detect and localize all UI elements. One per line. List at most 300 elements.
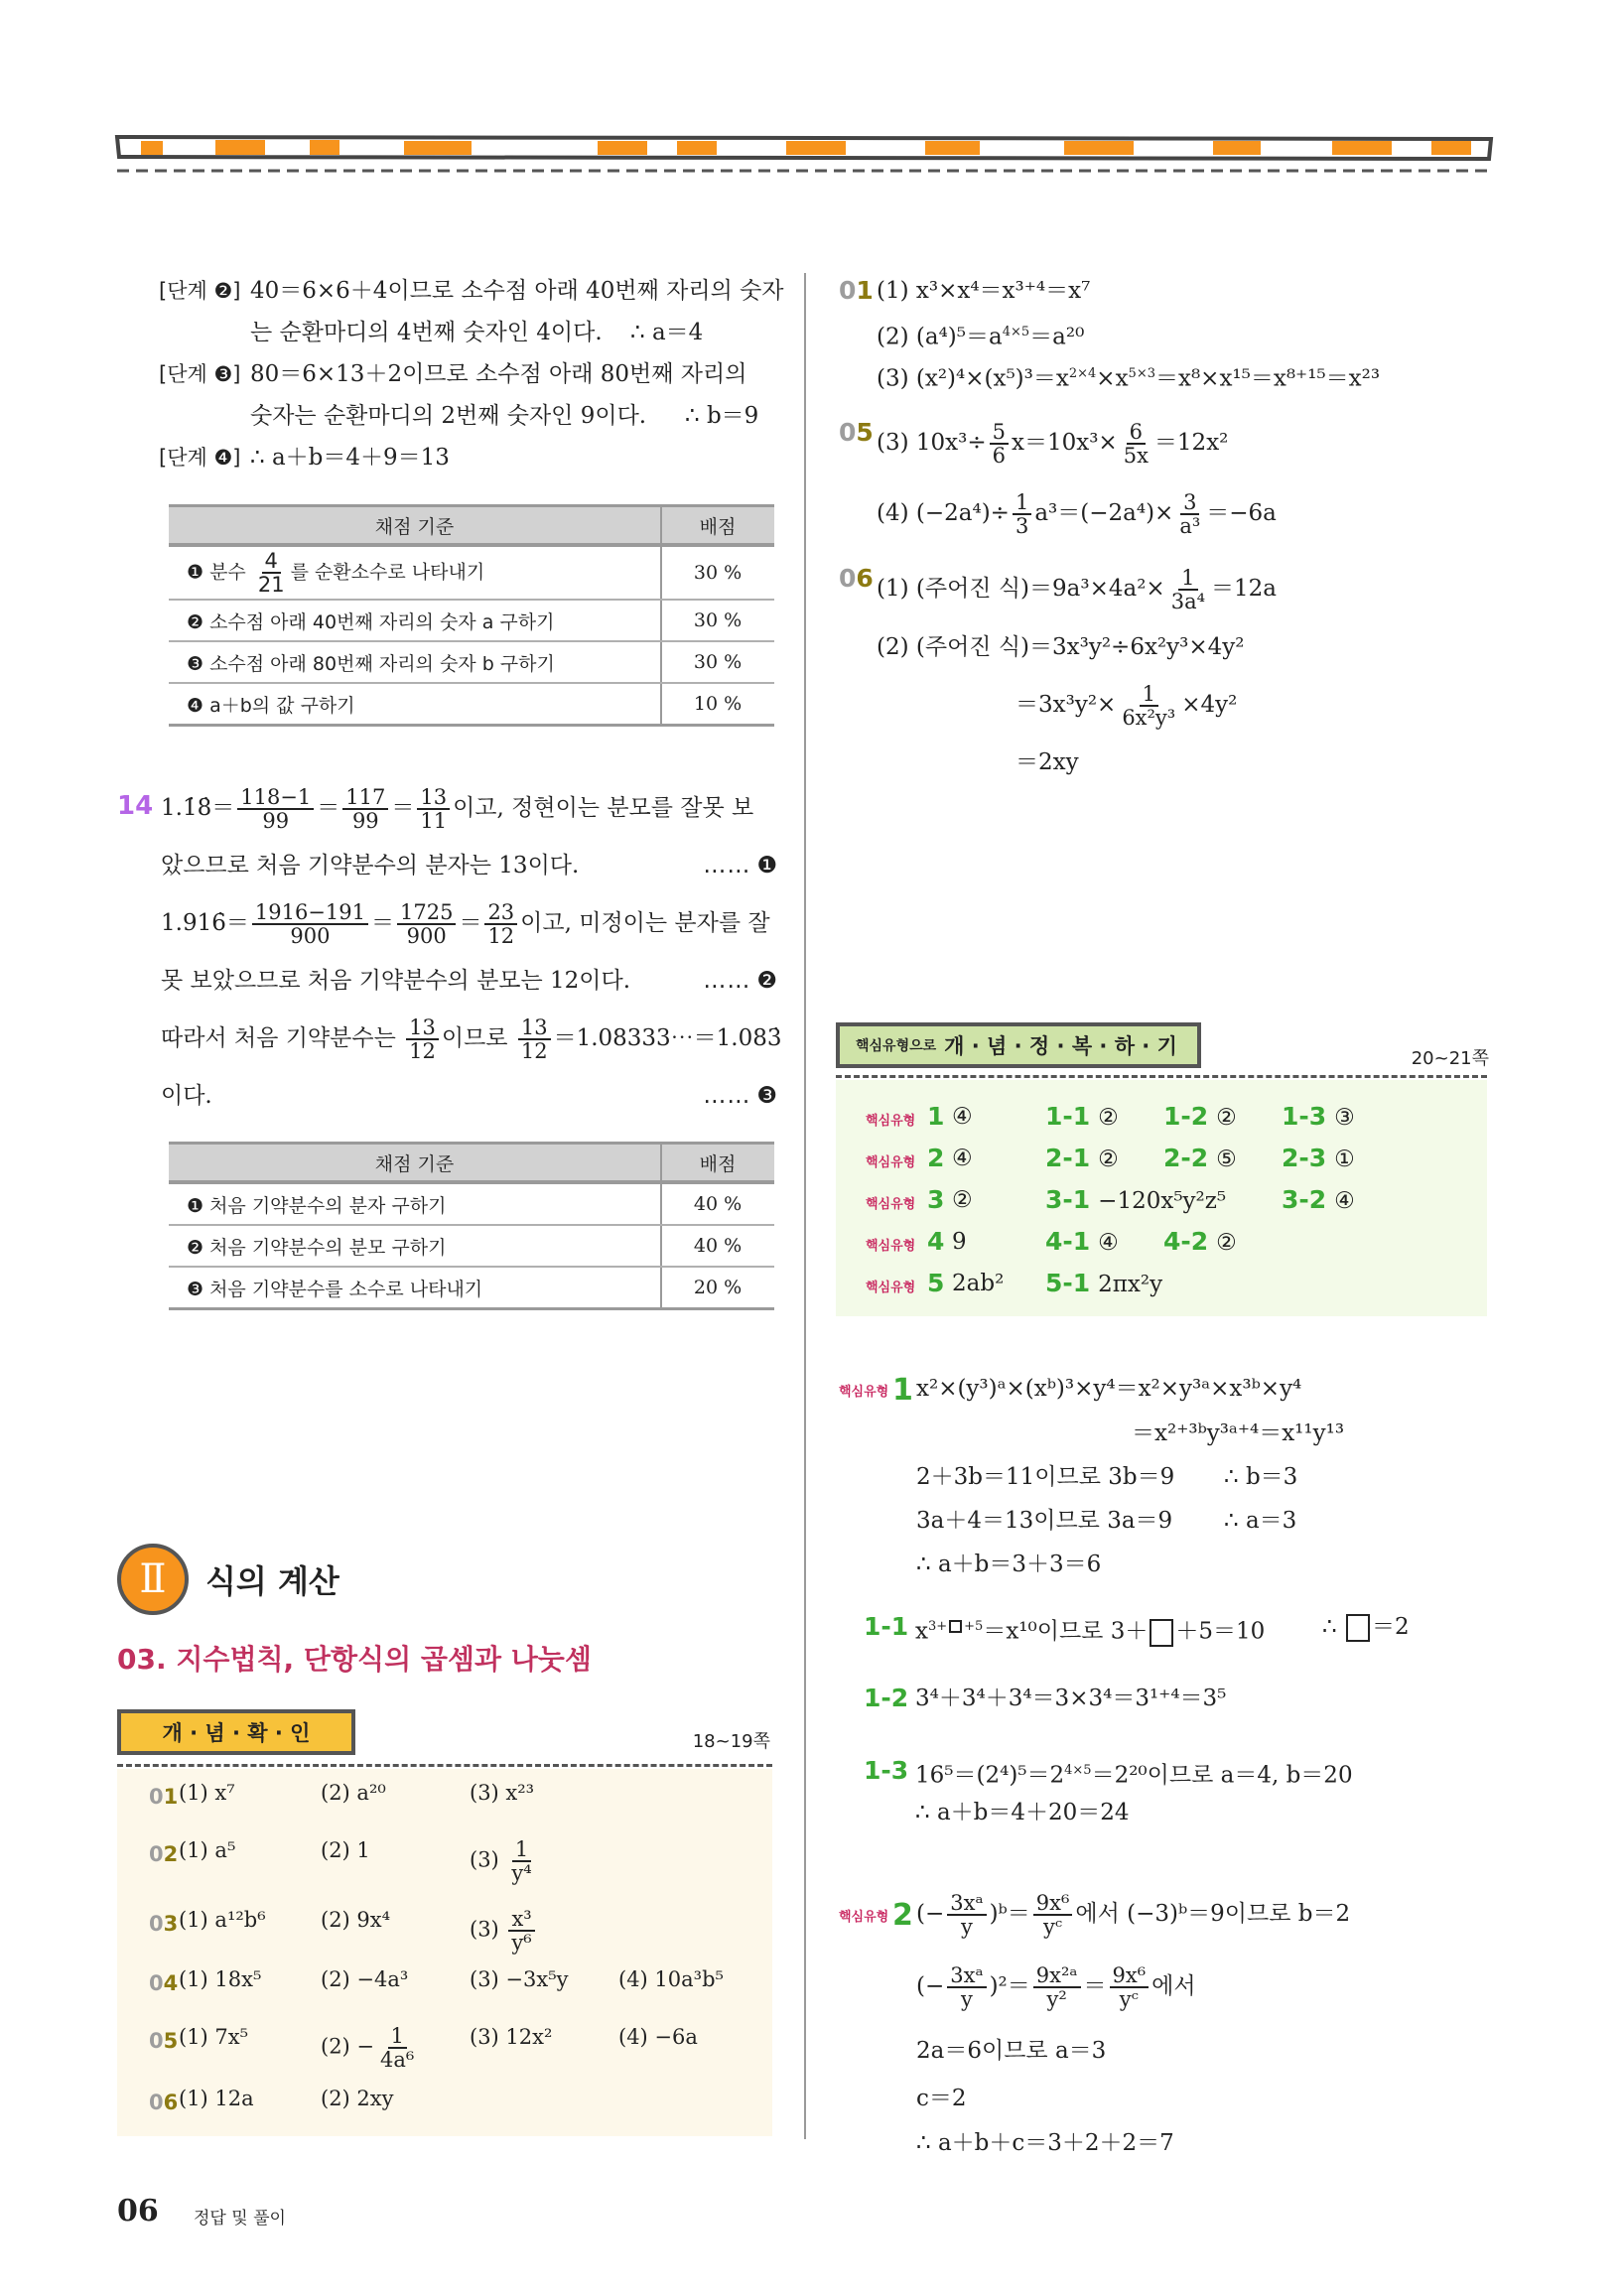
fraction [342, 786, 388, 832]
math-text: 를 순환소수로 나타내기 [290, 561, 485, 584]
fraction [947, 1964, 986, 2010]
numerator: 1 [388, 2025, 407, 2049]
math-text: 40＝6×6＋4이므로 소수점 아래 40번째 자리의 숫자 [250, 278, 784, 304]
math-text: ∴ a＋b＋c＝3＋2＋2＝7 [916, 2130, 1174, 2156]
math-text: 3⁴＋3⁴＋3⁴＝3×3⁴＝3¹⁺⁴＝3⁵ [915, 1686, 1227, 1711]
text-line [916, 1455, 1514, 1499]
math-text: ＝ [1083, 1973, 1107, 1999]
score-cell: 30 % [661, 641, 774, 683]
score-cell: 30 % [661, 600, 774, 641]
column-divider [804, 273, 806, 2139]
numerator: 1 [1140, 683, 1158, 707]
solution-01 [839, 270, 1514, 395]
math-text: 았으므로 처음 기약분수의 분자는 13이다. [161, 853, 580, 878]
answer-item [1282, 1102, 1355, 1131]
denominator: yᶜ [1119, 1987, 1139, 2011]
numerator: 9x²ᵃ [1033, 1964, 1081, 1988]
text-line [1132, 1412, 1514, 1455]
math-text: (3) 10x³÷ [877, 430, 987, 456]
math-text: x＝10x³× [1012, 430, 1118, 456]
math-text: (3) −3x⁵y [470, 1967, 569, 1991]
answer-item [321, 2087, 394, 2110]
math-text: 80＝6×13＋2이므로 소수점 아래 80번째 자리의 [250, 361, 747, 387]
core-type-number: 1 [892, 1373, 913, 1408]
solution-06 [839, 558, 1514, 790]
leader-dots: …… [703, 968, 751, 994]
math-text: 에서 [1151, 1973, 1196, 1999]
answer-value: ② [1098, 1147, 1119, 1172]
table-row [169, 641, 774, 683]
answer-item [1163, 1227, 1237, 1256]
fraction [1121, 421, 1151, 467]
numerator: 13 [518, 1016, 551, 1040]
answer-item [321, 1781, 386, 1805]
answer-item [179, 1838, 235, 1862]
answer-item [1282, 1185, 1355, 1214]
fraction [397, 901, 456, 947]
table-header-criteria: 채점 기준 [169, 1144, 661, 1183]
step-label: [단계 ❷] [159, 279, 241, 303]
text-line [877, 619, 1514, 675]
denominator: 3 [1015, 514, 1029, 538]
numerator: 118−1 [237, 786, 314, 810]
math-text: ＝−6a [1206, 500, 1277, 526]
math-text: ＝ [317, 795, 340, 821]
concept-check-answers [117, 1769, 772, 2136]
answer-value: ② [1216, 1105, 1237, 1131]
problem-number: 1-1 [864, 1612, 909, 1641]
text-line [916, 1499, 1514, 1543]
criteria-cell [169, 600, 661, 641]
text-line [159, 395, 779, 437]
problem-number: 2-2 [1163, 1144, 1209, 1172]
question-number: 06 [839, 564, 874, 593]
table-row [169, 1182, 774, 1225]
fraction [1013, 491, 1031, 537]
scoring-table-1 [169, 504, 774, 727]
math-text: ＝2²⁰이므로 a＝4, b＝20 [1091, 1762, 1353, 1789]
fraction [255, 550, 288, 596]
math-text: (1) 18x⁵ [179, 1967, 262, 1991]
fraction [1168, 567, 1208, 612]
answer-value: ④ [1098, 1230, 1119, 1256]
table-row [169, 1225, 774, 1267]
table-header-score: 배점 [661, 506, 774, 546]
fraction [947, 1892, 986, 1938]
math-text: (4) (−2a⁴)÷ [877, 500, 1010, 526]
page-range: 20~21쪽 [1411, 1048, 1489, 1069]
denominator: a³ [1179, 514, 1201, 538]
exponent-text: 4×5 [1064, 1763, 1092, 1778]
exponent [1069, 366, 1096, 381]
text-line [161, 1067, 777, 1125]
step-label: [단계 ❹] [159, 446, 241, 470]
math-text: (1) 12a [179, 2087, 254, 2110]
numerator: 4 [262, 550, 281, 574]
text-line [916, 2076, 1514, 2121]
text-line [877, 270, 1514, 312]
problem-number: 1-3 [1282, 1102, 1327, 1131]
math-text: ＝ [459, 910, 482, 936]
leader-dots: …… [703, 853, 751, 878]
step-marker-number: ❶ [756, 853, 777, 878]
review-answers [836, 1080, 1487, 1316]
fraction [237, 786, 314, 832]
math-text: 1.1̇8̇＝ [161, 795, 235, 821]
exponent-text: +5 [964, 1619, 984, 1634]
denominator: 3a⁴ [1170, 590, 1206, 613]
math-text: (2) −4a³ [321, 1967, 409, 1991]
core-type-number: 4 [927, 1227, 945, 1256]
math-text: (3) [470, 1917, 506, 1942]
text-line [159, 312, 779, 353]
answer-item [321, 1967, 408, 1991]
exponent-text: 3+ [927, 1619, 948, 1634]
exponent-text: 4×5 [1002, 325, 1030, 339]
math-text: ＝x⁸×x¹⁵＝x⁸⁺¹⁵＝x²³ [1154, 365, 1381, 392]
problem-number: 3-2 [1282, 1185, 1327, 1214]
chapter-number-badge: Ⅱ [117, 1544, 189, 1615]
criteria-cell [169, 545, 661, 600]
math-text: ＝x²⁺³ᵇy³ᵃ⁺⁴＝x¹¹y¹³ [1132, 1420, 1345, 1446]
answer-item [179, 2025, 248, 2049]
math-text: ＋5＝10 [1175, 1618, 1266, 1645]
numerator: 5 [990, 421, 1009, 445]
math-text: ∴ a＋b＝4＋20＝24 [915, 1800, 1130, 1825]
text-line [161, 894, 777, 952]
answer-item [470, 1967, 569, 1991]
criteria-cell [169, 1267, 661, 1309]
solution-core-1 [839, 1366, 1514, 1586]
table-row [169, 1267, 774, 1309]
math-text: c＝2 [916, 2086, 967, 2111]
math-text: (1) x⁷ [179, 1781, 235, 1805]
review-badge-prefix: 핵심유형으로 [856, 1038, 937, 1054]
question-number: 01 [839, 276, 874, 305]
math-text: ×x [1096, 365, 1129, 392]
math-text: x²×(y³)ᵃ×(xᵇ)³×y⁴＝x²×y³ᵃ×x³ᵇ×y⁴ [916, 1376, 1302, 1402]
math-text: ❸ 처음 기약분수를 소수로 나타내기 [187, 1278, 483, 1300]
top-decorative-bar [111, 127, 1501, 177]
conclusion: ∴ a＝3 [1224, 1508, 1297, 1534]
exponent [1129, 366, 1155, 381]
numerator: 13 [406, 1016, 439, 1040]
core-type-tag: 핵심유형 [839, 1910, 889, 1925]
core-type-answer: 9 [952, 1229, 967, 1255]
core-type-tag: 핵심유형 [866, 1197, 916, 1212]
math-text: ❷ 처음 기약분수의 분모 구하기 [187, 1236, 447, 1259]
solution-1-2 [864, 1678, 1539, 1719]
math-text: 1.916̇＝ [161, 910, 249, 936]
fraction [1033, 1892, 1073, 1938]
text-line [915, 1750, 1539, 1792]
review-badge [836, 1022, 1201, 1068]
numerator: 117 [342, 786, 388, 810]
step-marker [703, 837, 777, 894]
fraction [252, 901, 368, 947]
answer-item [179, 1967, 261, 1991]
numerator: 3xᵃ [947, 1964, 986, 1988]
math-text: (1) 7x⁵ [179, 2025, 249, 2049]
text-line [161, 952, 777, 1010]
exponent [1064, 1763, 1091, 1778]
math-text: ＝2xy [1015, 749, 1079, 775]
question-number: 04 [149, 1971, 179, 1995]
math-text: (4) −6a [618, 2025, 698, 2049]
text-line [161, 779, 777, 837]
footer-label: 정답 및 풀이 [194, 2209, 286, 2228]
denominator: 5x [1123, 444, 1149, 468]
chapter-title: 식의 계산 [205, 1562, 339, 1600]
problem-number: 3-1 [1045, 1185, 1091, 1214]
math-text: 16⁵＝(2⁴)⁵＝2 [915, 1762, 1065, 1789]
math-text: ❷ 소수점 아래 40번째 자리의 숫자 a 구하기 [187, 610, 555, 633]
numerator: 9x⁶ [1033, 1892, 1073, 1916]
text-line [877, 412, 1514, 473]
math-text: (4) 10a³b⁵ [618, 1967, 724, 1991]
math-text: ＝12a [1211, 576, 1277, 602]
math-text: ❶ 분수 [187, 561, 252, 584]
numerator: 23 [484, 901, 517, 925]
math-text: ＝x¹⁰이므로 3＋ [983, 1618, 1149, 1645]
numerator: 3 [1180, 491, 1199, 515]
fraction [484, 901, 517, 947]
math-text: (2) (a⁴)⁵＝a [877, 324, 1003, 350]
core-type-tag: 핵심유형 [866, 1281, 916, 1295]
problem-number: 1-2 [1163, 1102, 1209, 1131]
conclusion: ∴ a＝4 [630, 320, 704, 345]
problem-number: 5-1 [1045, 1269, 1091, 1297]
solution-05 [839, 412, 1514, 553]
answer-value: 2πx²y [1098, 1272, 1163, 1297]
leader-dots: …… [703, 1083, 751, 1109]
blank-box-icon [1150, 1619, 1173, 1647]
math-text: 이다. [161, 1083, 212, 1109]
answer-item [470, 1908, 538, 1954]
denominator: 12 [409, 1039, 436, 1063]
section-title: 03. 지수법칙, 단항식의 곱셈과 나눗셈 [117, 1643, 592, 1676]
text-line [916, 2121, 1514, 2165]
problem-number: 1-3 [864, 1756, 909, 1785]
fraction [518, 1016, 551, 1062]
question-number: 01 [149, 1785, 179, 1809]
score-cell: 20 % [661, 1267, 774, 1309]
math-text: ＝3x³y²× [1015, 692, 1117, 718]
answer-value: ② [1216, 1230, 1237, 1256]
conclusion: ∴ b＝9 [685, 403, 759, 429]
text-line [1015, 735, 1514, 790]
question-number: 14 [117, 791, 154, 821]
numerator: 1 [1013, 491, 1031, 515]
text-line [159, 270, 784, 312]
score-cell: 40 % [661, 1182, 774, 1225]
denominator: y [960, 1987, 973, 2011]
math-text: ∴ a＋b＝4＋9＝13 [250, 445, 450, 471]
table-row [169, 683, 774, 726]
text-line [1015, 675, 1514, 735]
math-text: 에서 (−3)ᵇ＝9이므로 b＝2 [1075, 1901, 1351, 1927]
solution-core-2 [839, 1881, 1514, 2165]
answer-item [1282, 1144, 1355, 1172]
math-text: (− [916, 1901, 945, 1927]
core-type-number: 3 [927, 1185, 945, 1214]
score-cell: 10 % [661, 683, 774, 726]
math-text: 2a＝6이므로 a＝3 [916, 2038, 1107, 2064]
answer-item [1045, 1269, 1162, 1297]
denominator: 6 [992, 444, 1006, 468]
solution-1-1 [864, 1606, 1539, 1648]
math-text: ❸ 소수점 아래 80번째 자리의 숫자 b 구하기 [187, 652, 555, 675]
answer-item [1163, 1144, 1237, 1172]
step-marker [703, 1067, 777, 1125]
exponent [1003, 325, 1029, 339]
answer-item [1045, 1102, 1119, 1131]
math-text: 는 순환마디의 4번째 숫자인 4이다. [250, 320, 603, 345]
problem-number: 2-3 [1282, 1144, 1327, 1172]
criteria-cell [169, 1225, 661, 1267]
answer-value: ⑤ [1216, 1147, 1237, 1172]
blank-box-icon [1346, 1614, 1370, 1642]
problem-number: 1-2 [864, 1684, 909, 1712]
numerator: 9x⁶ [1110, 1964, 1150, 1988]
denominator: 4a⁶ [380, 2048, 415, 2073]
numerator: 6 [1127, 421, 1146, 445]
fraction [990, 421, 1009, 467]
question-number: 06 [149, 2091, 179, 2114]
answer-item [321, 1838, 370, 1862]
core-type-tag: 핵심유형 [866, 1239, 916, 1254]
table-row [169, 545, 774, 600]
question-number: 02 [149, 1842, 179, 1866]
criteria-cell [169, 641, 661, 683]
question-number: 05 [839, 418, 874, 447]
steps-block [159, 270, 784, 478]
text-line [915, 1678, 1539, 1719]
math-text: (− [916, 1973, 945, 1999]
math-text: (2) 1 [321, 1838, 370, 1862]
math-text: ∴ a＋b＝3＋3＝6 [916, 1552, 1102, 1577]
exponent-text: 2×4 [1068, 366, 1097, 381]
text-line [915, 1792, 1539, 1833]
blank-box-icon [949, 1620, 962, 1633]
math-text: ＝ [391, 795, 415, 821]
score-cell: 30 % [661, 545, 774, 600]
math-text: ❶ 처음 기약분수의 분자 구하기 [187, 1194, 447, 1217]
core-type-tag: 핵심유형 [866, 1155, 916, 1170]
fraction [508, 1838, 534, 1884]
math-text: (2) (주어진 식)＝3x³y²÷6x²y³×4y² [877, 634, 1245, 660]
numerator: 13 [417, 786, 450, 810]
math-text: ＝2 [1371, 1614, 1410, 1640]
fraction [377, 2025, 417, 2071]
math-text: ＝a²⁰ [1029, 324, 1085, 350]
math-text: x [915, 1618, 928, 1645]
divider [836, 1075, 1487, 1078]
numerator: 1 [512, 1838, 531, 1862]
answer-value: ① [1334, 1147, 1355, 1172]
concept-check-badge: 개 · 념 · 확 · 인 [117, 1709, 355, 1755]
math-text: (2) − [321, 2034, 375, 2059]
math-text: 숫자는 순환마디의 2번째 숫자인 9이다. [250, 403, 647, 429]
math-text: 이고, 미정이는 분자를 잘 [520, 910, 770, 936]
step-marker-number: ❸ [756, 1083, 777, 1109]
core-type-tag: 핵심유형 [839, 1385, 889, 1400]
math-text: ∴ [1322, 1614, 1344, 1640]
math-text: (2) 2xy [321, 2087, 394, 2110]
math-text: (3) 12x² [470, 2025, 553, 2049]
denominator: 99 [351, 809, 379, 833]
denominator: y⁴ [511, 1861, 532, 1886]
fraction [1119, 683, 1178, 729]
score-cell: 40 % [661, 1225, 774, 1267]
text-line [161, 837, 777, 894]
numerator: 1725 [397, 901, 456, 925]
math-text: 이므로 [441, 1025, 515, 1051]
numerator: 1916−191 [252, 901, 368, 925]
math-text: ＝1.08333⋯＝1.083̇ [553, 1025, 782, 1051]
denominator: yᶜ [1042, 1915, 1063, 1939]
problem-number: 1-1 [1045, 1102, 1091, 1131]
fraction [1176, 491, 1203, 537]
answer-value: ② [1098, 1105, 1119, 1131]
answer-item [179, 1908, 266, 1932]
answer-item [1045, 1227, 1119, 1256]
answer-value: ③ [1334, 1105, 1355, 1131]
answer-item [618, 1967, 724, 1991]
page-number: 06 [117, 2194, 159, 2228]
math-text: (3) [470, 1847, 506, 1872]
core-type-number: 2 [892, 1898, 913, 1933]
conclusion [1322, 1606, 1410, 1648]
review-badge-title: 개 · 념 · 정 · 복 · 하 · 기 [944, 1034, 1177, 1058]
text-line [877, 558, 1514, 619]
answer-item [321, 1908, 390, 1932]
denominator: 12 [487, 924, 515, 948]
fraction [406, 1016, 439, 1062]
exponent [928, 1619, 983, 1634]
core-type-number: 2 [927, 1144, 945, 1172]
problem-number: 4-1 [1045, 1227, 1091, 1256]
text-line [877, 312, 1514, 353]
denominator: y² [1046, 1987, 1067, 2011]
denominator: 900 [290, 924, 331, 948]
text-line [161, 1010, 782, 1067]
answer-item [321, 2025, 420, 2071]
answer-item [1045, 1144, 1119, 1172]
question-number: 05 [149, 2029, 179, 2053]
solution-1-3 [864, 1750, 1539, 1833]
fraction [417, 786, 450, 832]
math-text: 이고, 정현이는 분모를 잘못 보 [453, 795, 754, 821]
answer-item [470, 2025, 552, 2049]
math-text: 못 보았으므로 처음 기약분수의 분모는 12이다. [161, 968, 631, 994]
math-text: 2＋3b＝11이므로 3b＝9 [916, 1464, 1175, 1490]
core-type-answer: ④ [952, 1104, 973, 1130]
math-text: a³＝(−2a⁴)× [1034, 500, 1174, 526]
numerator: 1 [1178, 567, 1197, 591]
step-label: [단계 ❸] [159, 362, 241, 386]
answer-item [1163, 1102, 1237, 1131]
scoring-table-2 [169, 1142, 774, 1310]
math-text: )ᵇ＝ [989, 1901, 1030, 1927]
answer-item [470, 1781, 534, 1805]
math-text: ＝12x² [1153, 430, 1229, 456]
math-text: (1) a⁵ [179, 1838, 236, 1862]
text-line [159, 353, 779, 395]
criteria-cell [169, 1182, 661, 1225]
answer-item [470, 1838, 538, 1884]
core-type-number: 1 [927, 1102, 945, 1131]
